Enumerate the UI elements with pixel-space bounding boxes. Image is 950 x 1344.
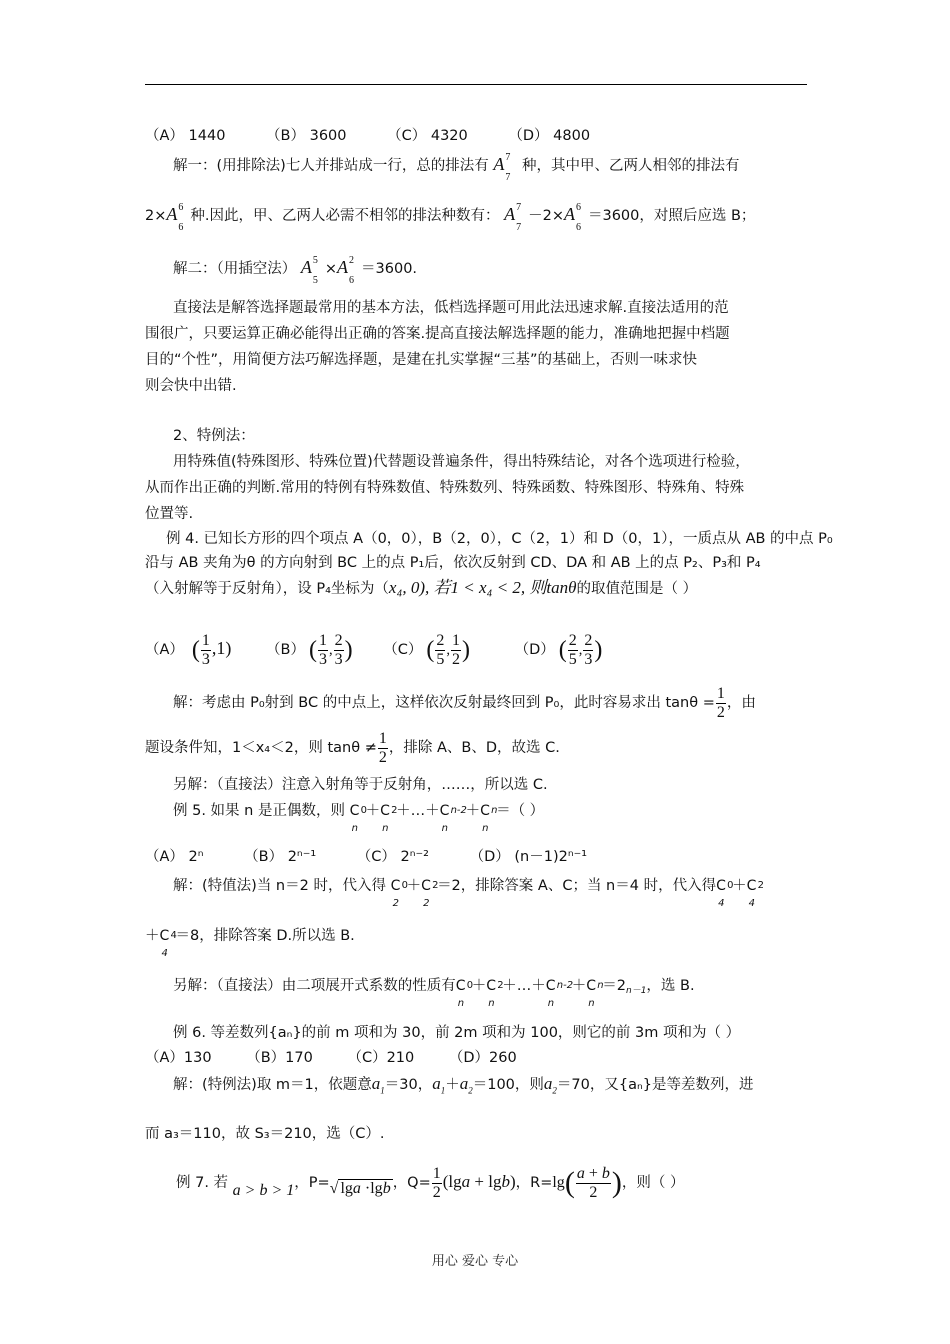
paragraph-2-line-1: 用特殊值(特殊图形、特殊位置)代替题设普遍条件，得出特殊结论，对各个选项进行检验， xyxy=(173,454,750,470)
example-5-solution-2: ＋ C 4 4 ＝8，排除答案 D.所以选 B. xyxy=(145,928,355,959)
solution-1-line-1: 解一：(用排除法)七人并排站成一行，总的排法有 A 7 7 种，其中甲、乙两人相邻的排法有 xyxy=(173,152,740,183)
solution-2: 解二：（用插空法） A 5 5 × A 2 6 ＝3600. xyxy=(173,255,418,286)
section-2-heading: 2、特例法： xyxy=(173,428,255,444)
example-4-line-3: （入射解等于反射角），设 P₄坐标为（x₄, 0), 若1 < x₄ < 2, 则tanθ的取值范围是（ ） xyxy=(145,578,698,597)
option-d: （D） 4800 xyxy=(508,128,591,144)
example-4-line-1: 例 4. 已知长方形的四个项点 A（0，0），B（2，0），C（2，1）和 D（0，1），一质点从 AB 的中点 P₀ xyxy=(166,531,833,547)
example-6-solution-2: 而 a₃＝110，故 S₃＝210，选（C）. xyxy=(145,1126,385,1142)
option-b: （B） 3600 xyxy=(266,128,347,144)
example-5-solution-1: 解：(特值法)当 n＝2 时，代入得 C 0 2 ＋ C 2 2 ＝2，排除答案 A、C；当 n＝4 时，代入得 C 0 4 ＋ C 2 4 xyxy=(173,878,764,909)
example-6-solution-1: 解：(特例法)取 m＝1，依题意$a_1=30$，$a_1+a_2=100$，则$a_2=70$，又{aₙ}是等差数列，进 xyxy=(173,1074,754,1096)
perm-a66: A 6 6 xyxy=(166,202,184,233)
example-4-line-2: 沿与 AB 夹角为θ 的方向射到 BC 上的点 P₁后，依次反射到 CD、DA 和 AB 上的点 P₂、P₃和 P₄ xyxy=(145,555,761,571)
paragraph-1-line-2: 围很广，只要运算正确必能得出正确的答案.提高直接法解选择题的能力，准确地把握中档题 xyxy=(145,326,730,342)
example-5-options: （A） 2ⁿ （B） 2ⁿ⁻¹ （C） 2ⁿ⁻² （D） (n－1)2ⁿ⁻¹ xyxy=(145,849,588,865)
perm-a62: A 2 6 xyxy=(337,255,355,286)
example-5-question: 例 5. 如果 n 是正偶数，则 C 0 n ＋ C 2 n ＋…＋ C n-2 n ＋ C n n ＝（ ） xyxy=(173,803,545,834)
paragraph-1-line-4: 则会快中出错. xyxy=(145,378,237,394)
example-4-solution-1: 解：考虑由 P₀射到 BC 的中点上，这样依次反射最终回到 P₀，此时容易求出 tanθ = $\frac{1}{2}$ ，由 xyxy=(173,684,756,721)
perm-a66-b: A 6 6 xyxy=(563,202,581,233)
perm-a77: A 7 7 xyxy=(493,152,511,183)
perm-a77-b: A 7 7 xyxy=(504,202,522,233)
paragraph-1-line-1: 直接法是解答选择题最常用的基本方法，低档选择题可用此法迅速求解.直接法适用的范 xyxy=(173,300,729,316)
options-row-1 xyxy=(145,126,626,146)
paragraph-2-line-3: 位置等. xyxy=(145,506,194,522)
example-4-alt: 另解：（直接法）注意入射角等于反射角，……，所以选 C. xyxy=(173,777,548,793)
perm-a55: A 5 5 xyxy=(300,255,318,286)
example-4-options: （A） ( $\frac{1}{3}$ ,1) （B） ( $\frac{1}{3}$ , $\frac{2}{3}$ ) （C） ( $\frac{2}{5}$ , $\frac{1}{2}$ ) （D） ( $\frac{2}{5}$ , $\frac{2}{3}$ ) xyxy=(145,631,603,668)
option-c: （C） 4320 xyxy=(387,128,468,144)
option-a: （A） 1440 xyxy=(145,128,226,144)
solution-1-line-2: 2× A 6 6 种.因此，甲、乙两人必需不相邻的排法种数有： A 7 7 －2× A 6 6 ＝3600，对照后应选 B； xyxy=(145,202,756,233)
example-6-options: （A）130 （B）170 （C）210 （D）260 xyxy=(145,1050,517,1066)
example-7-question: 例 7. 若 a > b > 1，P=√ lga ·lgb ，Q= $\frac{1}{2}$ (lga + lgb)，R=lg( $\frac{a + b}{2}$ )，则（ ） xyxy=(176,1164,685,1201)
paragraph-1-line-3: 目的“个性”，用简便方法巧解选择题，是建在扎实掌握“三基”的基础上，否则一味求快 xyxy=(145,352,698,368)
page-footer: 用心 爱心 专心 xyxy=(431,1254,519,1269)
example-6-question: 例 6. 等差数列{aₙ}的前 m 项和为 30，前 2m 项和为 100，则它的前 3m 项和为（ ） xyxy=(173,1025,741,1041)
paragraph-2-line-2: 从而作出正确的判断.常用的特例有特殊数值、特殊数列、特殊函数、特殊图形、特殊角、特殊 xyxy=(145,480,745,496)
header-rule xyxy=(145,84,807,85)
example-5-alt: 另解：（直接法）由二项展开式系数的性质有 C 0 n ＋ C 2 n ＋…＋ C n-2 n ＋ C n n $=2_{n-1}$，选 B. xyxy=(173,978,695,1009)
example-4-solution-2: 题设条件知，1＜x₄＜2，则 tanθ ≠ $\frac{1}{2}$ ，排除 A、B、D，故选 C. xyxy=(145,729,560,766)
